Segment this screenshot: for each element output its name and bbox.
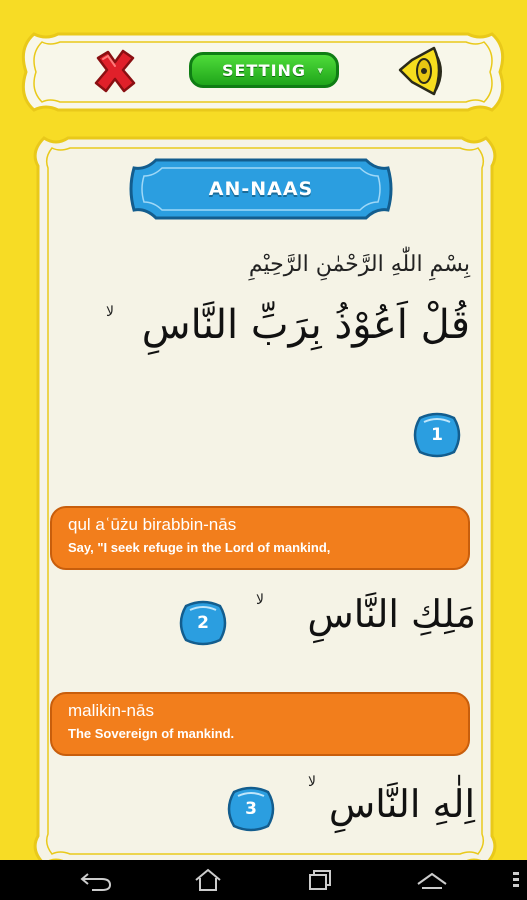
speaker-icon (394, 44, 450, 98)
ayah-1-translation-box[interactable] (50, 506, 470, 570)
ayah-2-translation-box[interactable] (50, 692, 470, 756)
recent-apps-icon (302, 868, 338, 892)
home-button[interactable] (190, 868, 226, 892)
ayah-1-transliteration: qul aʿūżu birabbin-nās (68, 515, 237, 534)
ayah-1-waqf-mark: لا (106, 304, 114, 320)
bismillah-text: بِسْمِ اللّٰهِ الرَّحْمٰنِ الرَّحِيْمِ (248, 252, 470, 277)
menu-icon (511, 870, 521, 890)
surah-title: AN-NAAS (208, 178, 314, 200)
ayah-3-play-badge[interactable] (224, 784, 278, 834)
keyboard-hide-button[interactable] (414, 868, 450, 892)
recent-apps-button[interactable] (302, 868, 338, 892)
ayah-2-translation: The Sovereign of mankind. (68, 726, 235, 741)
setting-label: SETTING (221, 60, 307, 80)
ayah-3-number: 3 (245, 799, 257, 819)
keyboard-hide-icon (414, 868, 450, 892)
back-button[interactable] (78, 868, 114, 892)
close-button[interactable] (92, 48, 138, 94)
system-navigation-bar (0, 860, 527, 900)
ayah-3-waqf-mark: لا (308, 774, 316, 790)
surah-title-plaque (126, 154, 396, 224)
sound-button[interactable] (394, 44, 450, 98)
ayah-2-number: 2 (197, 613, 209, 633)
back-icon (78, 868, 114, 892)
top-toolbar (14, 30, 512, 114)
ayah-2-waqf-mark: لا (256, 592, 264, 608)
menu-button[interactable] (511, 870, 521, 890)
panel-frame (30, 132, 500, 870)
surah-panel (30, 132, 500, 870)
ayah-2-play-badge[interactable] (176, 598, 230, 648)
ayah-2-transliteration: malikin-nās (68, 701, 154, 720)
setting-button[interactable] (189, 52, 339, 88)
ayah-3-arabic: اِلٰهِ النَّاسِ (328, 782, 475, 826)
close-x-icon (92, 48, 138, 94)
chevron-down-icon: ▾ (317, 64, 324, 77)
home-icon (190, 868, 226, 892)
ayah-1-play-badge[interactable] (410, 410, 464, 460)
ayah-1-translation: Say, "I seek refuge in the Lord of mankind, (68, 540, 331, 555)
ayah-2-arabic: مَلِكِ النَّاسِ (307, 592, 476, 636)
ayah-1-number: 1 (431, 425, 443, 445)
ayah-1-arabic: قُلْ اَعُوْذُ بِرَبِّ النَّاسِ (141, 302, 470, 348)
